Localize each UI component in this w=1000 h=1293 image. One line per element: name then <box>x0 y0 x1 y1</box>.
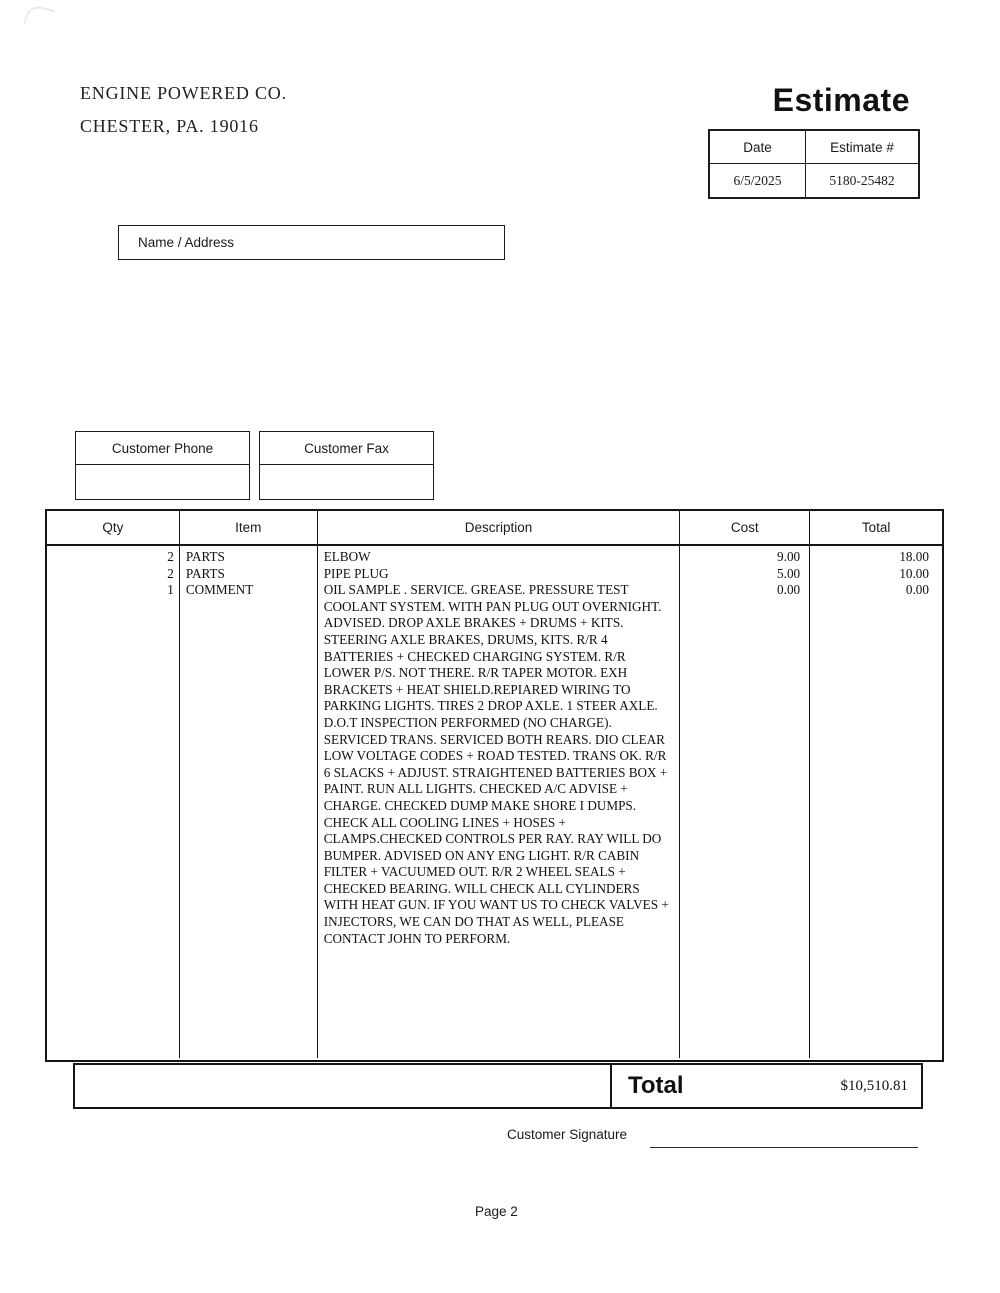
grand-total-spacer <box>75 1065 612 1107</box>
grand-total-cell <box>612 1065 921 1107</box>
row-item: PARTS <box>185 549 225 564</box>
row-qty: 1 <box>167 582 174 598</box>
grand-total-value: $10,510.81 <box>840 1077 908 1094</box>
cost-column-header: Cost <box>680 511 810 544</box>
grand-total-label: Total <box>628 1072 684 1099</box>
row-qty: 2 <box>167 565 174 581</box>
customer-phone-box <box>75 431 250 500</box>
row-qty: 2 <box>167 549 174 564</box>
document-title: Estimate <box>772 82 910 118</box>
date-estimate-table <box>708 129 920 199</box>
row-item: COMMENT <box>185 582 254 598</box>
description-column <box>318 546 681 1058</box>
qty-column-header: Qty <box>47 511 180 544</box>
row-cost: 5.00 <box>777 565 801 581</box>
total-column <box>810 546 942 1058</box>
customer-signature-label: Customer Signature <box>507 1127 628 1142</box>
customer-phone-value <box>76 465 249 499</box>
date-header: Date <box>710 131 806 164</box>
estimate-number-value: 5180-25482 <box>829 172 895 188</box>
line-items-header-row <box>47 511 942 546</box>
name-address-label: Name / Address <box>138 235 235 250</box>
customer-fax-label: Customer Fax <box>260 432 433 465</box>
grand-total-row <box>73 1063 923 1109</box>
customer-signature-line <box>650 1147 918 1148</box>
total-column-header: Total <box>861 520 891 535</box>
name-address-box <box>118 225 505 260</box>
item-column <box>180 546 318 1058</box>
row-total: 10.00 <box>899 565 929 581</box>
row-item: PARTS <box>185 565 225 581</box>
line-items-table <box>45 509 944 1062</box>
row-cost: 0.00 <box>777 582 801 598</box>
row-total: 18.00 <box>899 549 929 564</box>
date-value: 6/5/2025 <box>710 164 806 197</box>
item-column-header: Item <box>180 511 318 544</box>
customer-phone-label: Customer Phone <box>76 432 249 465</box>
row-total: 0.00 <box>905 582 929 598</box>
qty-column <box>47 546 180 1058</box>
row-description: ELBOW <box>323 549 371 564</box>
cost-column <box>680 546 810 1058</box>
customer-fax-box <box>259 431 434 500</box>
estimate-number-header: Estimate # <box>806 131 918 164</box>
row-description: OIL SAMPLE . SERVICE. GREASE. PRESSURE TEST COOLANT SYSTEM. WITH PAN PLUG OUT OVERNIGHT. ADVISED. DROP AXLE BRAKES + DRUMS + KITS. STEERING AXLE BRAKES, DRUMS, KITS. R/R 4 BATTERIES + CHECKED CHARGING SYSTEM. R/R LOWER P/S. NOT THERE. R/R TAPER MOTOR. EXH BRACKETS + HEAT SHIELD.REPIARED WIRING TO PARKING LIGHTS. TIRES 2 DROP AXLE. 1 STEER AXLE. D.O.T INSPECTION PERFORMED (NO CHARGE). SERVICED TRANS. SERVICED BOTH REARS. DIO CLEAR LOW VOLTAGE CODES + ROAD TESTED. TRANS OK. R/R 6 SLACKS + ADJUST. STRAIGHTENED BATTERIES BOX + PAINT. RUN ALL LIGHTS. CHECKED A/C ADVISE + CHARGE. CHECKED DUMP MAKE SHORE I DUMPS. CHECK ALL COOLING LINES + HOSES + CLAMPS.CHECKED CONTROLS PER RAY. RAY WILL DO BUMPER. ADVISED ON ANY ENG LIGHT. R/R CABIN FILTER + VACUUMED OUT. R/R 2 WHEEL SEALS + CHECKED BEARING. WILL CHECK ALL CYLINDERS WITH HEAT GUN. IF YOU WANT US TO CHECK VALVES + INJECTORS, WE CAN DO THAT AS WELL, PLEASE CONTACT JOHN TO PERFORM. <box>323 582 669 946</box>
row-description: PIPE PLUG <box>323 565 389 581</box>
row-cost: 9.00 <box>777 549 801 564</box>
scan-artifact <box>23 3 55 32</box>
description-column-header: Description <box>318 511 681 544</box>
company-name: ENGINE POWERED CO. <box>80 83 287 103</box>
company-address: CHESTER, PA. 19016 <box>80 116 259 136</box>
line-items-body <box>47 546 942 1058</box>
page-number: Page 2 <box>475 1204 518 1219</box>
customer-fax-value <box>260 465 433 499</box>
